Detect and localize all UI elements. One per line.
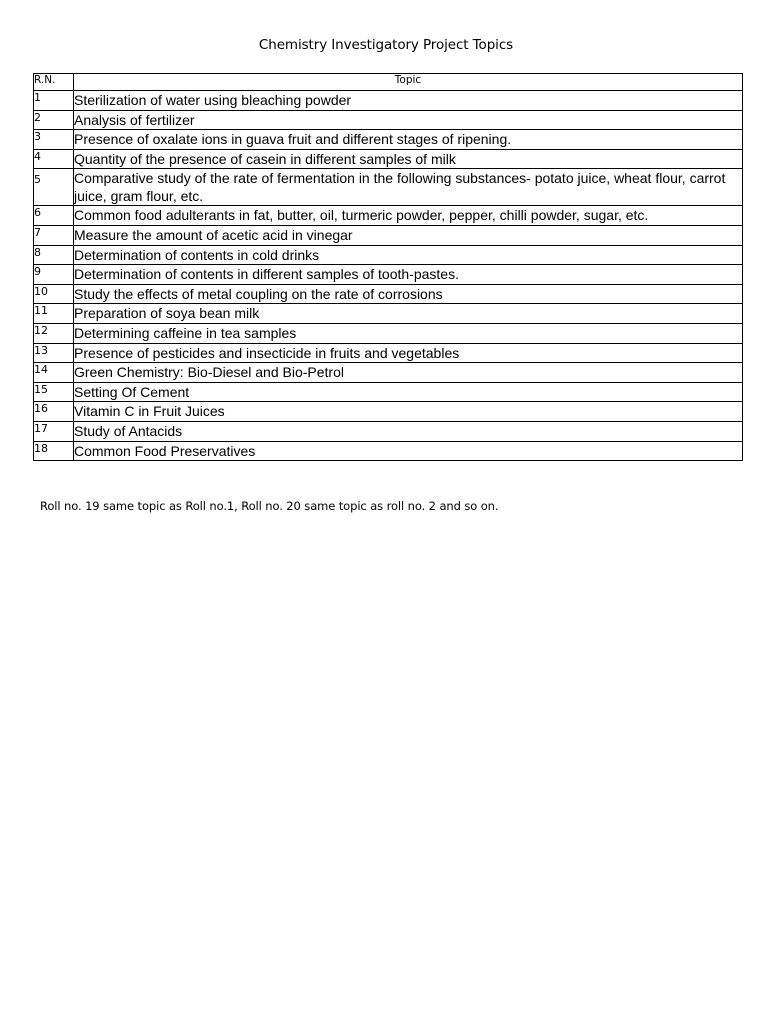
table-row	[34, 206, 743, 226]
row-topic: Sterilization of water using bleaching powder	[74, 91, 743, 111]
row-topic: Quantity of the presence of casein in different samples of milk	[74, 149, 743, 169]
row-number: 13	[34, 343, 74, 363]
row-number: 7	[34, 225, 74, 245]
row-number: 10	[34, 284, 74, 304]
row-number: 5	[34, 169, 74, 206]
row-topic: Measure the amount of acetic acid in vinegar	[74, 225, 743, 245]
row-topic: Vitamin C in Fruit Juices	[74, 402, 743, 422]
column-header-topic: Topic	[74, 74, 743, 91]
row-topic: Green Chemistry: Bio-Diesel and Bio-Petrol	[74, 363, 743, 383]
page-title: Chemistry Investigatory Project Topics	[258, 37, 514, 53]
row-topic: Presence of oxalate ions in guava fruit and different stages of ripening.	[74, 130, 743, 150]
row-number: 15	[34, 382, 74, 402]
row-topic: Comparative study of the rate of fermentation in the following substances- potato juice, wheat flour, carrot juice, gram flour, etc.	[74, 169, 743, 206]
table-row	[34, 304, 743, 324]
table-row	[34, 382, 743, 402]
row-number: 11	[34, 304, 74, 324]
table-row	[34, 169, 743, 206]
column-header-rn: R.N.	[34, 74, 74, 91]
table-row	[34, 441, 743, 461]
table-row	[34, 91, 743, 111]
table-row	[34, 130, 743, 150]
table-row	[34, 284, 743, 304]
row-number: 18	[34, 441, 74, 461]
footnote: Roll no. 19 same topic as Roll no.1, Roll no. 20 same topic as roll no. 2 and so on.	[40, 499, 499, 513]
row-number: 14	[34, 363, 74, 383]
row-number: 3	[34, 130, 74, 150]
row-topic: Common food adulterants in fat, butter, oil, turmeric powder, pepper, chilli powder, sugar, etc.	[74, 206, 743, 226]
table-row	[34, 265, 743, 285]
table-row	[34, 421, 743, 441]
row-topic: Presence of pesticides and insecticide in fruits and vegetables	[74, 343, 743, 363]
table-row	[34, 149, 743, 169]
table-row	[34, 323, 743, 343]
table-row	[34, 110, 743, 130]
table-row	[34, 225, 743, 245]
table-row	[34, 245, 743, 265]
row-topic: Setting Of Cement	[74, 382, 743, 402]
table-header-row	[34, 74, 743, 91]
row-topic: Determining caffeine in tea samples	[74, 323, 743, 343]
row-topic: Analysis of fertilizer	[74, 110, 743, 130]
topics-table	[33, 73, 743, 461]
row-number: 4	[34, 149, 74, 169]
row-number: 8	[34, 245, 74, 265]
table-row	[34, 343, 743, 363]
row-topic: Determination of contents in cold drinks	[74, 245, 743, 265]
row-number: 16	[34, 402, 74, 422]
row-number: 17	[34, 421, 74, 441]
row-number: 1	[34, 91, 74, 111]
row-topic: Common Food Preservatives	[74, 441, 743, 461]
row-topic: Determination of contents in different samples of tooth-pastes.	[74, 265, 743, 285]
row-topic: Study of Antacids	[74, 421, 743, 441]
table-row	[34, 402, 743, 422]
row-number: 2	[34, 110, 74, 130]
row-number: 6	[34, 206, 74, 226]
row-topic: Preparation of soya bean milk	[74, 304, 743, 324]
row-number: 12	[34, 323, 74, 343]
table-row	[34, 363, 743, 383]
row-number: 9	[34, 265, 74, 285]
row-topic: Study the effects of metal coupling on the rate of corrosions	[74, 284, 743, 304]
